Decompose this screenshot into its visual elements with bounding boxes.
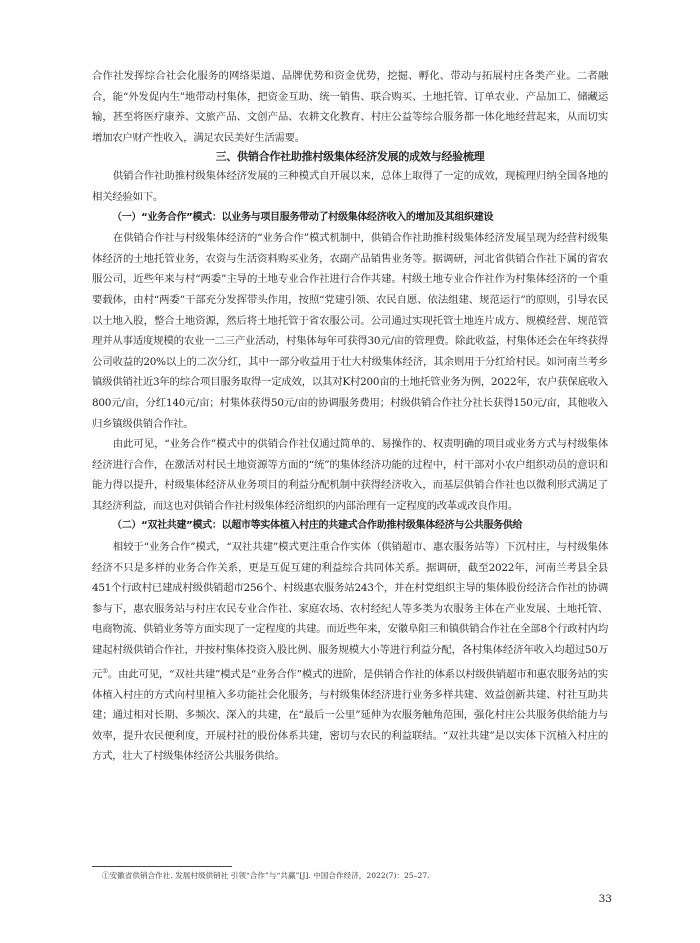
paragraph-5-part-1: 相较于“业务合作”模式，“双社共建”模式更注重合作实体（供销超市、惠农服务站等）下沉村庄，与村级集体经济不只是多样的业务合作关系，更是互促互建的利益综合共同体关系。据调研，截至2022年，河南兰考县全县451个行政村已建成村级供销超市256个、村级惠农服务站243个，并在村党组织主导的集体股份经济合作社的协调参与下，惠农服务站与村庄农民专业合作社、家庭农场、农村经纪人等多类为农服务主体在产业发展、土地托管、电商物流、供销业务等方面实现了一定程度的共建。而近些年来，安徽阜阳三和镇供销合作社在全部8个行政村内均建起村级供销合作社，并按村集体投资入股比例、服务规模大小等进行利益分配，各村集体经济年收入均超过50万元 [92, 541, 608, 681]
footnote-divider [92, 866, 232, 867]
paragraph-5-part-2: 。由此可见，“双社共建”模式是“业务合作”模式的进阶，是供销合作社的体系以村级供销超市和惠农服务站的实体植入村庄的方式向村里植入多功能社会化服务，与村级集体经济进行业务多样共建、效益创新共建、村社互助共建；通过相对长期、多频次、深入的共建，在“最后一公里”延伸为农服务触角范围，强化村庄公共服务供给能力与效率，提升农民便利度，开展村社的股份体系共建，密切与农民的利益联结。“双社共建”是以实体下沉植入村庄的方式，壮大了村级集体经济公共服务供给。 [92, 668, 609, 763]
paragraph-1: 合作社发挥综合社会化服务的网络渠道、品牌优势和资金优势，挖掘、孵化、带动与拓展村庄各类产业。二者融合，能“外发促内生”地带动村集体，把资金互助、统一销售、联合购买、土地托管、订单农业、产品加工、储藏运输，甚至将医疗康养、文旅产品、文创产品、农耕文化教育、村庄公益等综合服务都一体化地经营起来，从而切实增加农户财产性收入，满足农民美好生活需要。 [92, 70, 608, 144]
subsection-title-1: （一）“业务合作”模式：以业务与项目服务带动了村级集体经济收入的增加及其组织建设 [112, 211, 494, 223]
body-text [92, 66, 608, 767]
footnote-reference[interactable]: ① [102, 666, 108, 675]
subsection-title-2: （二）“双社共建”模式：以超市等实体植入村庄的共建式合作助推村级集体经济与公共服务供给 [112, 520, 523, 532]
paragraph-4: 由此可见，“业务合作”模式中的供销合作社仅通过简单的、易操作的、权责明确的项目或业务方式与村级集体经济进行合作，在激活对村民土地资源等方面的“统”的集体经济功能的过程中，村干部对小农户组织动员的意识和能力得以提升，村级集体经济从业务项目的利益分配机制中获得经济收入，而基层供销合作社也以微利形式满足了其经济利益，而这也对供销合作社村级集体经济组织的内部治理有一定程度的改革或改良作用。 [92, 438, 608, 512]
paragraph-5 [92, 537, 608, 767]
footnote: ①安徽省供销合作社. 发展村级供销社 引领“合作”与“共赢”[J]. 中国合作经济，2022(7)：25–27. [102, 871, 430, 880]
paragraph-3: 在供销合作社与村级集体经济的“业务合作”模式机制中，供销合作社助推村级集体经济发展呈现为经营村级集体经济的土地托管业务，农资与生活资料购买业务，农副产品销售业务等。据调研，河北省供销合作社下属的省农服公司，近些年来与村“两委”主导的土地专业合作社进行合作共建。村级土地专业合作社作为村集体经济的一个重要载体，由村“两委”干部充分发挥带头作用，按照“党建引领、农民自愿、依法组建、规范运行”的原则，引导农民以土地入股，整合土地资源，然后将土地托管于省农服公司。公司通过实现托管土地连片成方、规模经营、规范管理并从事适度规模的农业一二三产业活动，村集体每年可获得30元/亩的管理费。除此收益，村集体还会在年终获得公司收益的20%以上的二次分红，其中一部分收益用于壮大村级集体经济，其余则用于分红给村民。如河南兰考乡镇级供销社近3年的综合项目服务取得一定成效，以其对K村200亩的土地托管业务为例，2022年，农户获保底收入800元/亩，分红140元/亩；村集体获得50元/亩的协调服务费用；村级供销合作社分社长获得150元/亩，其他收入归乡镇级供销合作社。 [92, 232, 608, 430]
section-title: 三、供销合作社助推村级集体经济发展的成效与经验梳理 [215, 150, 485, 164]
page-number: 33 [598, 893, 612, 905]
paragraph-2: 供销合作社助推村级集体经济发展的三种模式自开展以来，总体上取得了一定的成效，现梳理归纳全国各地的相关经验如下。 [92, 170, 608, 203]
